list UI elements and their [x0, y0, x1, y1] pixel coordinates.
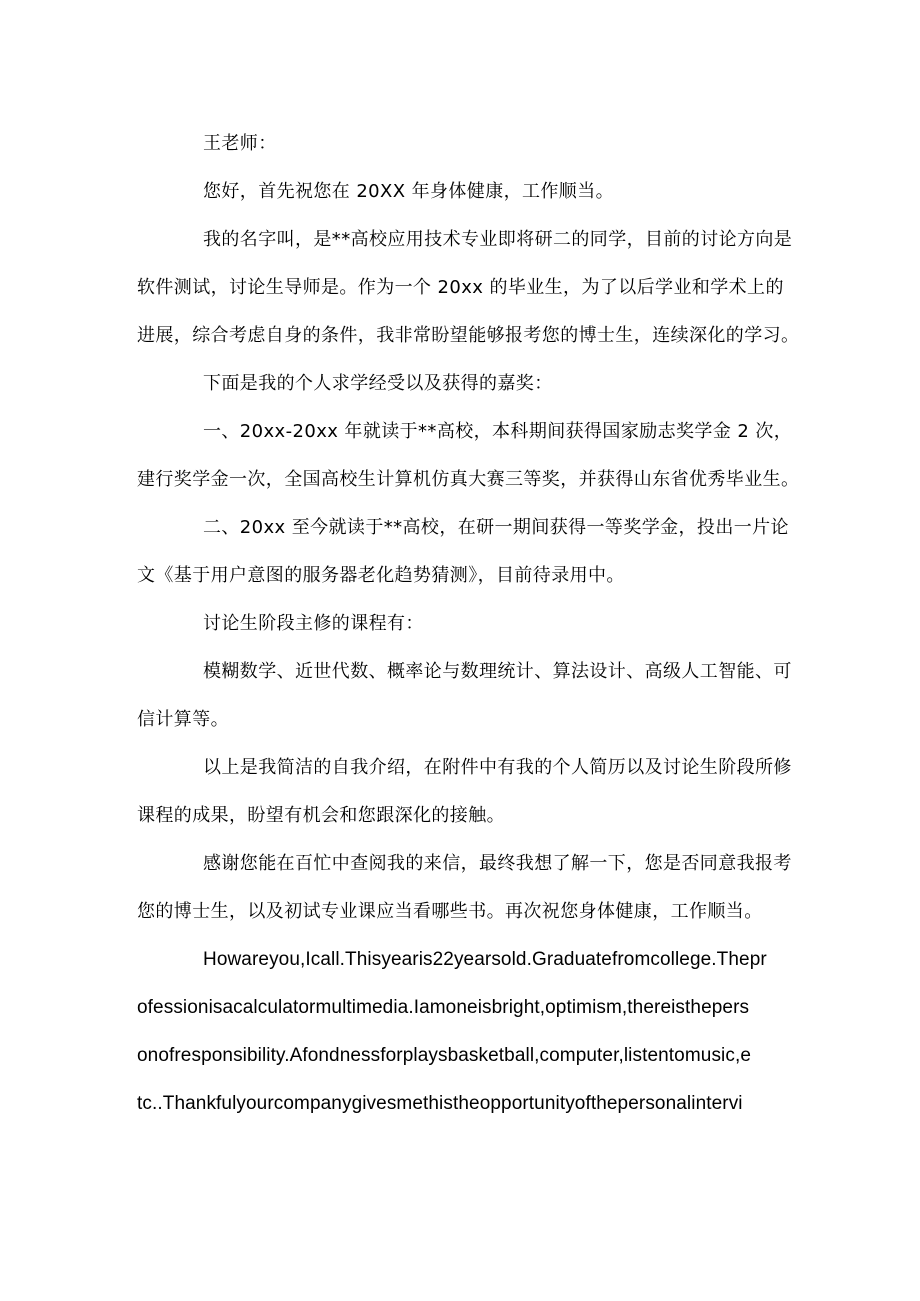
salutation: 王老师： [203, 133, 277, 154]
intro-line-2: 软件测试，讨论生导师是。作为一个 20xx 的毕业生，为了以后学业和学术上的 [137, 277, 784, 298]
greeting-line: 您好，首先祝您在 20XX 年身体健康，工作顺当。 [203, 181, 615, 202]
experience-1-line-2: 建行奖学金一次，全国高校生计算机仿真大赛三等奖，并获得山东省优秀毕业生。 [137, 469, 800, 490]
english-line-2: ofessionisacalculatormultimedia.Iamoneisbright,optimism,thereisthepers [137, 997, 750, 1018]
courses-line-2: 信计算等。 [137, 709, 229, 730]
closing-line-1: 感谢您能在百忙中查阅我的来信，最终我想了解一下，您是否同意我报考 [203, 853, 792, 874]
summary-line-2: 课程的成果，盼望有机会和您跟深化的接触。 [137, 805, 505, 826]
intro-line-3: 进展，综合考虑自身的条件，我非常盼望能够报考您的博士生，连续深化的学习。 [137, 325, 800, 346]
closing-line-2: 您的博士生，以及初试专业课应当看哪些书。再次祝您身体健康，工作顺当。 [137, 901, 763, 922]
experience-heading: 下面是我的个人求学经受以及获得的嘉奖： [203, 373, 553, 394]
english-line-1: Howareyou,Icall.Thisyearis22yearsold.Graduatefromcollege.Thepr [203, 949, 767, 970]
intro-line-1: 我的名字叫，是**高校应用技术专业即将研二的同学，目前的讨论方向是 [203, 229, 793, 250]
experience-1-line-1: 一、20xx-20xx 年就读于**高校，本科期间获得国家励志奖学金 2 次， [203, 421, 793, 442]
english-line-3: onofresponsibility.Afondnessforplaysbasketball,computer,listentomusic,e [137, 1045, 752, 1066]
experience-2-line-2: 文《基于用户意图的服务器老化趋势猜测》，目前待录用中。 [137, 565, 625, 586]
courses-heading: 讨论生阶段主修的课程有： [203, 613, 424, 634]
summary-line-1: 以上是我简洁的自我介绍，在附件中有我的个人简历以及讨论生阶段所修 [203, 757, 792, 778]
experience-2-line-1: 二、20xx 至今就读于**高校，在研一期间获得一等奖学金，投出一片论 [203, 517, 789, 538]
english-line-4: tc..Thankfulyourcompanygivesmethistheopportunityofthepersonalintervi [137, 1093, 743, 1114]
courses-line-1: 模糊数学、近世代数、概率论与数理统计、算法设计、高级人工智能、可 [203, 661, 792, 682]
